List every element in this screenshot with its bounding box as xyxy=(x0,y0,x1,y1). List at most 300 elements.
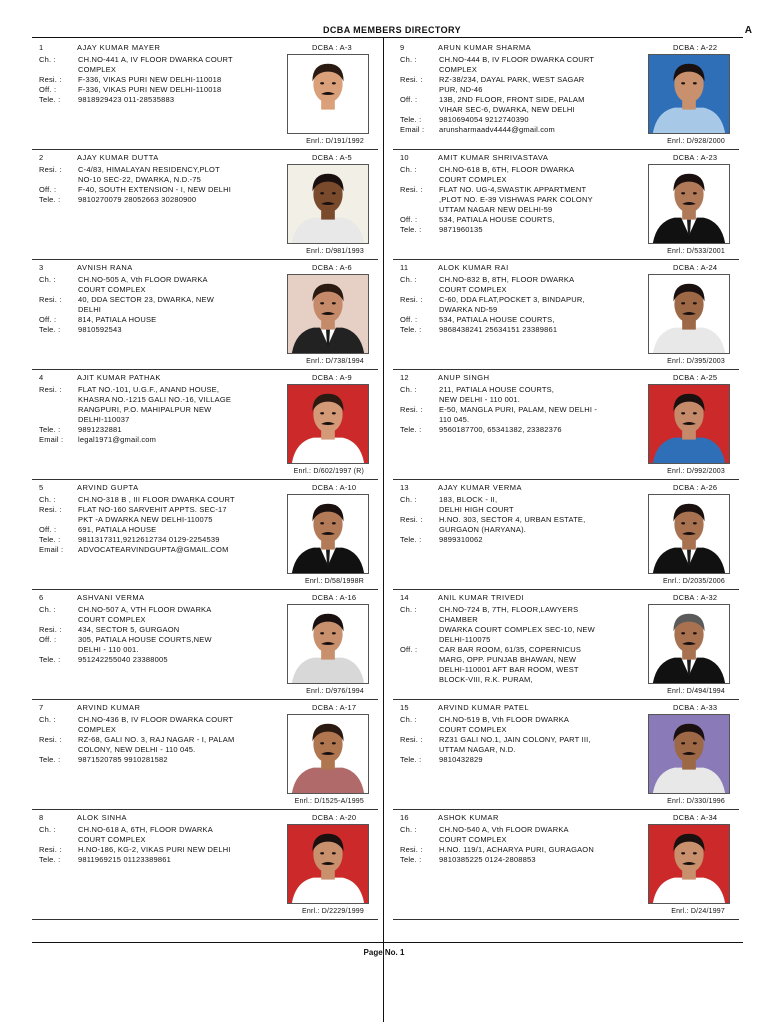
field-label: Resi. : xyxy=(39,735,62,744)
field-value xyxy=(78,625,284,635)
field-value xyxy=(78,85,284,95)
field-value xyxy=(439,215,645,225)
portrait-eye-right xyxy=(332,522,336,524)
field-line: COURT COMPLEX xyxy=(439,175,507,184)
field-row xyxy=(39,95,284,105)
field-line: 183, BLOCK - II, xyxy=(439,495,498,504)
member-dcba-id: DCBA : A-33 xyxy=(673,703,718,712)
member-photo xyxy=(287,164,369,244)
member-fields xyxy=(39,275,284,335)
field-line: 534, PATIALA HOUSE COURTS, xyxy=(439,315,555,324)
field-label: Off. : xyxy=(39,185,57,194)
field-value xyxy=(78,185,284,195)
member-name: ARVIND KUMAR PATEL xyxy=(438,703,530,712)
field-row xyxy=(400,75,645,95)
field-label: Tele. : xyxy=(400,425,422,434)
field-row xyxy=(39,715,284,735)
portrait-eye-right xyxy=(693,632,697,634)
field-value xyxy=(439,845,645,855)
member-fields xyxy=(400,165,645,235)
portrait-eye-right xyxy=(693,412,697,414)
column-divider xyxy=(383,37,384,1022)
field-line: NO-10 SEC-22, DWARKA, N.D.-75 xyxy=(78,175,202,184)
field-line: 9810694054 9212740390 xyxy=(439,115,529,124)
portrait-illustration xyxy=(649,165,729,243)
field-line: DELHI xyxy=(78,305,102,314)
portrait-eye-right xyxy=(693,522,697,524)
field-line: DELHI - 110 001. xyxy=(78,645,139,654)
field-value xyxy=(78,845,284,855)
field-line: COMPLEX xyxy=(78,725,117,734)
field-value xyxy=(439,95,645,115)
field-line: 305, PATIALA HOUSE COURTS,NEW xyxy=(78,635,212,644)
portrait-eye-right xyxy=(332,852,336,854)
field-label: Ch. : xyxy=(39,605,56,614)
field-row xyxy=(400,385,645,405)
member-card xyxy=(32,150,378,260)
field-row xyxy=(39,185,284,195)
field-value xyxy=(439,165,645,185)
field-label: Tele. : xyxy=(400,115,422,124)
field-label: Off. : xyxy=(39,635,57,644)
field-label: Email : xyxy=(39,545,64,554)
field-line: UTTAM NAGAR NEW DELHI-59 xyxy=(439,205,553,214)
field-label: Resi. : xyxy=(400,295,423,304)
member-name: ANUP SINGH xyxy=(438,373,490,382)
portrait-illustration xyxy=(649,825,729,903)
member-card xyxy=(32,40,378,150)
field-line: CH.NO-519 B, Vth FLOOR DWARKA xyxy=(439,715,570,724)
member-dcba-id: DCBA : A-26 xyxy=(673,483,718,492)
field-value xyxy=(439,325,645,335)
field-row xyxy=(400,495,645,515)
field-value xyxy=(78,855,284,865)
field-value xyxy=(78,655,284,665)
field-label: Off. : xyxy=(39,85,57,94)
portrait-illustration xyxy=(288,825,368,903)
field-row xyxy=(39,505,284,525)
field-value xyxy=(78,75,284,85)
member-photo xyxy=(648,384,730,464)
field-value xyxy=(439,855,645,865)
member-fields xyxy=(39,605,284,665)
field-label: Off. : xyxy=(39,525,57,534)
member-card xyxy=(393,700,739,810)
field-line: 9810432829 xyxy=(439,755,483,764)
portrait-illustration xyxy=(288,275,368,353)
field-line: 9811317311,9212612734 0129-2254539 xyxy=(78,535,220,544)
portrait-eye-right xyxy=(693,742,697,744)
field-label: Tele. : xyxy=(39,195,61,204)
field-value xyxy=(439,115,645,125)
field-line: CH.NO-505 A, Vth FLOOR DWARKA xyxy=(78,275,208,284)
field-row xyxy=(39,75,284,85)
field-value xyxy=(439,315,645,325)
field-value xyxy=(78,755,284,765)
member-enrollment: Enrl.: D/976/1994 xyxy=(306,688,364,695)
member-enrollment: Enrl.: D/494/1994 xyxy=(667,688,725,695)
field-value xyxy=(439,495,645,515)
portrait-eye-right xyxy=(332,302,336,304)
field-line: RZ31 GALI NO.1, JAIN COLONY, PART III, xyxy=(439,735,591,744)
field-line: CH.NO-724 B, 7TH, FLOOR,LAWYERS xyxy=(439,605,579,614)
section-letter: A xyxy=(744,25,752,36)
member-dcba-id: DCBA : A-32 xyxy=(673,593,718,602)
field-value xyxy=(439,185,645,215)
member-card xyxy=(393,810,739,920)
field-row xyxy=(39,295,284,315)
field-value xyxy=(439,405,645,425)
member-card xyxy=(32,480,378,590)
member-enrollment: Enrl.: D/58/1998R xyxy=(304,578,364,585)
field-line: 9560187700, 65341382, 23382376 xyxy=(439,425,562,434)
field-line: CH.NO-540 A, Vth FLOOR DWARKA xyxy=(439,825,569,834)
member-fields xyxy=(400,605,645,685)
field-line: F-336, VIKAS PURI NEW DELHI-110018 xyxy=(78,85,222,94)
card-separator xyxy=(393,919,739,920)
field-line: CH.NO-618 A, 6TH, FLOOR DWARKA xyxy=(78,825,213,834)
member-number: 4 xyxy=(39,373,44,382)
field-line: RANGPURI, P.O. MAHIPALPUR NEW xyxy=(78,405,212,414)
portrait-eye-right xyxy=(693,302,697,304)
member-enrollment: Enrl.: D/2035/2006 xyxy=(663,578,725,585)
member-fields xyxy=(39,55,284,105)
field-line: 9818929423 011-28535883 xyxy=(78,95,175,104)
member-fields xyxy=(400,55,645,135)
portrait-eye-right xyxy=(332,412,336,414)
member-number: 7 xyxy=(39,703,44,712)
field-label: Tele. : xyxy=(39,855,61,864)
field-value xyxy=(78,295,284,315)
field-line: DWARKA ND-59 xyxy=(439,305,498,314)
member-enrollment: Enrl.: D/533/2001 xyxy=(667,248,725,255)
member-enrollment: Enrl.: D/2229/1999 xyxy=(302,908,364,915)
member-number: 9 xyxy=(400,43,405,52)
field-line: CH.NO-832 B, 8TH, FLOOR DWARKA xyxy=(439,275,575,284)
field-value xyxy=(78,715,284,735)
field-row xyxy=(39,55,284,75)
field-line: CH.NO-618 B, 6TH, FLOOR DWARKA xyxy=(439,165,575,174)
footer-rule xyxy=(32,942,743,943)
field-value xyxy=(78,55,284,75)
field-label: Ch. : xyxy=(400,495,417,504)
member-card xyxy=(393,40,739,150)
field-line: 9810385225 0124-2808853 xyxy=(439,855,536,864)
member-number: 1 xyxy=(39,43,44,52)
portrait-eye-left xyxy=(320,522,324,524)
member-enrollment: Enrl.: D/992/2003 xyxy=(667,468,725,475)
member-name: AJIT KUMAR PATHAK xyxy=(77,373,161,382)
member-photo xyxy=(287,604,369,684)
field-line: C-4/83, HIMALAYAN RESIDENCY,PLOT xyxy=(78,165,220,174)
field-line: COURT COMPLEX xyxy=(439,285,507,294)
field-line: ,PLOT NO. E-39 VISHWAS PARK COLONY xyxy=(439,195,593,204)
field-line: COLONY, NEW DELHI - 110 045. xyxy=(78,745,196,754)
field-row xyxy=(400,645,645,685)
field-line: FLAT NO-160 SARVEHIT APPTS. SEC-17 xyxy=(78,505,227,514)
field-line: 9871960135 xyxy=(439,225,483,234)
member-card xyxy=(32,590,378,700)
portrait-illustration xyxy=(288,495,368,573)
field-value xyxy=(78,825,284,845)
member-photo xyxy=(287,384,369,464)
field-line: NEW DELHI - 110 001. xyxy=(439,395,520,404)
field-value xyxy=(439,55,645,75)
portrait-illustration xyxy=(288,165,368,243)
field-line: COURT COMPLEX xyxy=(439,725,507,734)
field-line: CHAMBER xyxy=(439,615,478,624)
member-dcba-id: DCBA : A-17 xyxy=(312,703,357,712)
field-row xyxy=(400,315,645,325)
field-row xyxy=(39,435,284,445)
portrait-eye-left xyxy=(681,412,685,414)
field-row xyxy=(400,125,645,135)
field-row xyxy=(400,425,645,435)
field-row xyxy=(39,845,284,855)
field-label: Resi. : xyxy=(400,515,423,524)
member-fields xyxy=(39,495,284,555)
member-enrollment: Enrl.: D/191/1992 xyxy=(306,138,364,145)
field-row xyxy=(400,515,645,535)
member-card xyxy=(393,370,739,480)
field-label: Ch. : xyxy=(39,715,56,724)
field-row xyxy=(39,315,284,325)
field-value xyxy=(439,645,645,685)
portrait-illustration xyxy=(649,385,729,463)
field-label: Tele. : xyxy=(39,95,61,104)
field-line: 40, DDA SECTOR 23, DWARKA, NEW xyxy=(78,295,215,304)
portrait-eye-right xyxy=(332,192,336,194)
portrait-eye-right xyxy=(693,82,697,84)
member-fields xyxy=(39,825,284,865)
member-photo xyxy=(648,54,730,134)
field-line: DELHI-110001 AFT BAR ROOM, WEST xyxy=(439,665,579,674)
member-name: ARVIND KUMAR xyxy=(77,703,141,712)
member-dcba-id: DCBA : A-25 xyxy=(673,373,718,382)
field-line: CH.NO-318 B , III FLOOR DWARKA COURT xyxy=(78,495,235,504)
field-line: VIHAR SEC-6, DWARKA, NEW DELHI xyxy=(439,105,575,114)
field-value xyxy=(78,315,284,325)
member-dcba-id: DCBA : A-24 xyxy=(673,263,718,272)
field-row xyxy=(400,755,645,765)
member-name: AJAY KUMAR MAYER xyxy=(77,43,161,52)
field-label: Resi. : xyxy=(39,385,62,394)
portrait-eye-left xyxy=(320,82,324,84)
field-row xyxy=(400,405,645,425)
field-line: 211, PATIALA HOUSE COURTS, xyxy=(439,385,555,394)
field-row xyxy=(400,855,645,865)
field-label: Off. : xyxy=(400,315,418,324)
portrait-illustration xyxy=(649,275,729,353)
field-label: Tele. : xyxy=(400,325,422,334)
field-value xyxy=(78,385,284,425)
field-label: Ch. : xyxy=(400,605,417,614)
member-photo xyxy=(287,714,369,794)
portrait-illustration xyxy=(288,385,368,463)
member-fields xyxy=(400,495,645,545)
portrait-eye-left xyxy=(681,192,685,194)
field-row xyxy=(400,115,645,125)
field-value xyxy=(78,425,284,435)
field-line: 13B, 2ND FLOOR, FRONT SIDE, PALAM xyxy=(439,95,585,104)
portrait-eye-left xyxy=(681,522,685,524)
field-line: GURGAON (HARYANA). xyxy=(439,525,527,534)
field-label: Email : xyxy=(400,125,425,134)
field-line: CH.NO-436 B, IV FLOOR DWARKA COURT xyxy=(78,715,234,724)
field-line: COMPLEX xyxy=(78,65,117,74)
field-label: Ch. : xyxy=(400,715,417,724)
field-value xyxy=(78,525,284,535)
field-label: Tele. : xyxy=(400,225,422,234)
field-row xyxy=(400,535,645,545)
field-row xyxy=(39,625,284,635)
field-line: PUR, ND-46 xyxy=(439,85,483,94)
field-row xyxy=(39,825,284,845)
field-label: Resi. : xyxy=(400,75,423,84)
field-line: MARG, OPP. PUNJAB BHAWAN, NEW xyxy=(439,655,577,664)
field-label: Email : xyxy=(39,435,64,444)
member-photo xyxy=(648,164,730,244)
field-line: 9891232881 xyxy=(78,425,122,434)
field-label: Off. : xyxy=(39,315,57,324)
portrait-eye-left xyxy=(681,852,685,854)
field-line: ADVOCATEARVINDGUPTA@GMAIL.COM xyxy=(78,545,229,554)
field-label: Resi. : xyxy=(39,845,62,854)
member-dcba-id: DCBA : A-34 xyxy=(673,813,718,822)
member-name: ALOK SINHA xyxy=(77,813,128,822)
member-dcba-id: DCBA : A-22 xyxy=(673,43,718,52)
field-label: Ch. : xyxy=(400,275,417,284)
field-label: Ch. : xyxy=(39,495,56,504)
member-name: AMIT KUMAR SHRIVASTAVA xyxy=(438,153,549,162)
field-line: 534, PATIALA HOUSE COURTS, xyxy=(439,215,555,224)
field-label: Ch. : xyxy=(400,385,417,394)
member-fields xyxy=(400,715,645,765)
field-value xyxy=(439,755,645,765)
field-row xyxy=(39,195,284,205)
field-value xyxy=(78,435,284,445)
member-number: 6 xyxy=(39,593,44,602)
member-enrollment: Enrl.: D/738/1994 xyxy=(306,358,364,365)
field-label: Tele. : xyxy=(39,425,61,434)
member-photo xyxy=(648,274,730,354)
member-name: ALOK KUMAR RAI xyxy=(438,263,509,272)
field-value xyxy=(439,125,645,135)
field-row xyxy=(400,825,645,845)
member-photo xyxy=(287,54,369,134)
field-label: Tele. : xyxy=(39,535,61,544)
field-label: Tele. : xyxy=(39,755,61,764)
field-line: F-40, SOUTH EXTENSION - I, NEW DELHI xyxy=(78,185,232,194)
member-enrollment: Enrl.: D/602/1997 (R) xyxy=(293,468,364,475)
field-row xyxy=(39,855,284,865)
member-number: 8 xyxy=(39,813,44,822)
member-card xyxy=(32,370,378,480)
field-line: DELHI HIGH COURT xyxy=(439,505,514,514)
field-row xyxy=(39,525,284,535)
field-row xyxy=(39,755,284,765)
field-line: 691, PATIALA HOUSE xyxy=(78,525,157,534)
field-label: Resi. : xyxy=(39,295,62,304)
member-enrollment: Enrl.: D/330/1996 xyxy=(667,798,725,805)
field-value xyxy=(439,515,645,535)
field-line: 9810592543 xyxy=(78,325,122,334)
field-label: Resi. : xyxy=(39,505,62,514)
field-row xyxy=(39,495,284,505)
field-row xyxy=(400,845,645,855)
member-enrollment: Enrl.: D/395/2003 xyxy=(667,358,725,365)
field-line: COURT COMPLEX xyxy=(78,285,146,294)
field-value xyxy=(78,605,284,625)
field-line: PKT -A DWARKA NEW DELHI-110075 xyxy=(78,515,213,524)
member-number: 10 xyxy=(400,153,409,162)
portrait-eye-left xyxy=(320,192,324,194)
field-label: Ch. : xyxy=(400,825,417,834)
field-value xyxy=(439,225,645,235)
field-row xyxy=(400,295,645,315)
portrait-eye-right xyxy=(693,852,697,854)
portrait-illustration xyxy=(649,605,729,683)
member-number: 16 xyxy=(400,813,409,822)
field-row xyxy=(39,275,284,295)
portrait-eye-right xyxy=(332,742,336,744)
field-label: Resi. : xyxy=(400,405,423,414)
portrait-eye-left xyxy=(320,632,324,634)
field-line: DELHI-110037 xyxy=(78,415,130,424)
field-line: COURT COMPLEX xyxy=(78,615,146,624)
field-label: Resi. : xyxy=(39,165,62,174)
field-line: COURT COMPLEX xyxy=(78,835,146,844)
member-card xyxy=(32,260,378,370)
member-photo xyxy=(287,494,369,574)
field-value xyxy=(78,95,284,105)
field-value xyxy=(78,195,284,205)
page-number: Page No. 1 xyxy=(363,948,405,957)
field-label: Ch. : xyxy=(400,165,417,174)
portrait-eye-left xyxy=(320,852,324,854)
field-line: legal1971@gmail.com xyxy=(78,435,157,444)
field-row xyxy=(39,635,284,655)
member-name: ARVIND GUPTA xyxy=(77,483,139,492)
field-row xyxy=(39,325,284,335)
member-dcba-id: DCBA : A-16 xyxy=(312,593,357,602)
field-line: UTTAM NAGAR, N.D. xyxy=(439,745,516,754)
field-line: H.NO. 303, SECTOR 4, URBAN ESTATE, xyxy=(439,515,586,524)
member-enrollment: Enrl.: D/928/2000 xyxy=(667,138,725,145)
member-card xyxy=(393,150,739,260)
portrait-eye-left xyxy=(320,302,324,304)
field-line: CH.NO-507 A, VTH FLOOR DWARKA xyxy=(78,605,212,614)
field-label: Resi. : xyxy=(400,735,423,744)
member-dcba-id: DCBA : A-3 xyxy=(312,43,352,52)
member-number: 13 xyxy=(400,483,409,492)
field-line: FLAT NO.-101, U.G.F., ANAND HOUSE, xyxy=(78,385,220,394)
field-label: Ch. : xyxy=(39,275,56,284)
field-line: KHASRA NO.-1215 GALI NO.-16, VILLAGE xyxy=(78,395,232,404)
field-label: Off. : xyxy=(400,95,418,104)
field-label: Tele. : xyxy=(400,535,422,544)
member-card xyxy=(393,590,739,700)
portrait-eye-left xyxy=(320,412,324,414)
member-photo xyxy=(287,824,369,904)
member-fields xyxy=(39,385,284,445)
field-row xyxy=(39,545,284,555)
member-number: 2 xyxy=(39,153,44,162)
member-name: ARUN KUMAR SHARMA xyxy=(438,43,532,52)
field-line: 9868438241 25634151 23389861 xyxy=(439,325,558,334)
field-value xyxy=(439,385,645,405)
member-name: ANIL KUMAR TRIVEDI xyxy=(438,593,525,602)
